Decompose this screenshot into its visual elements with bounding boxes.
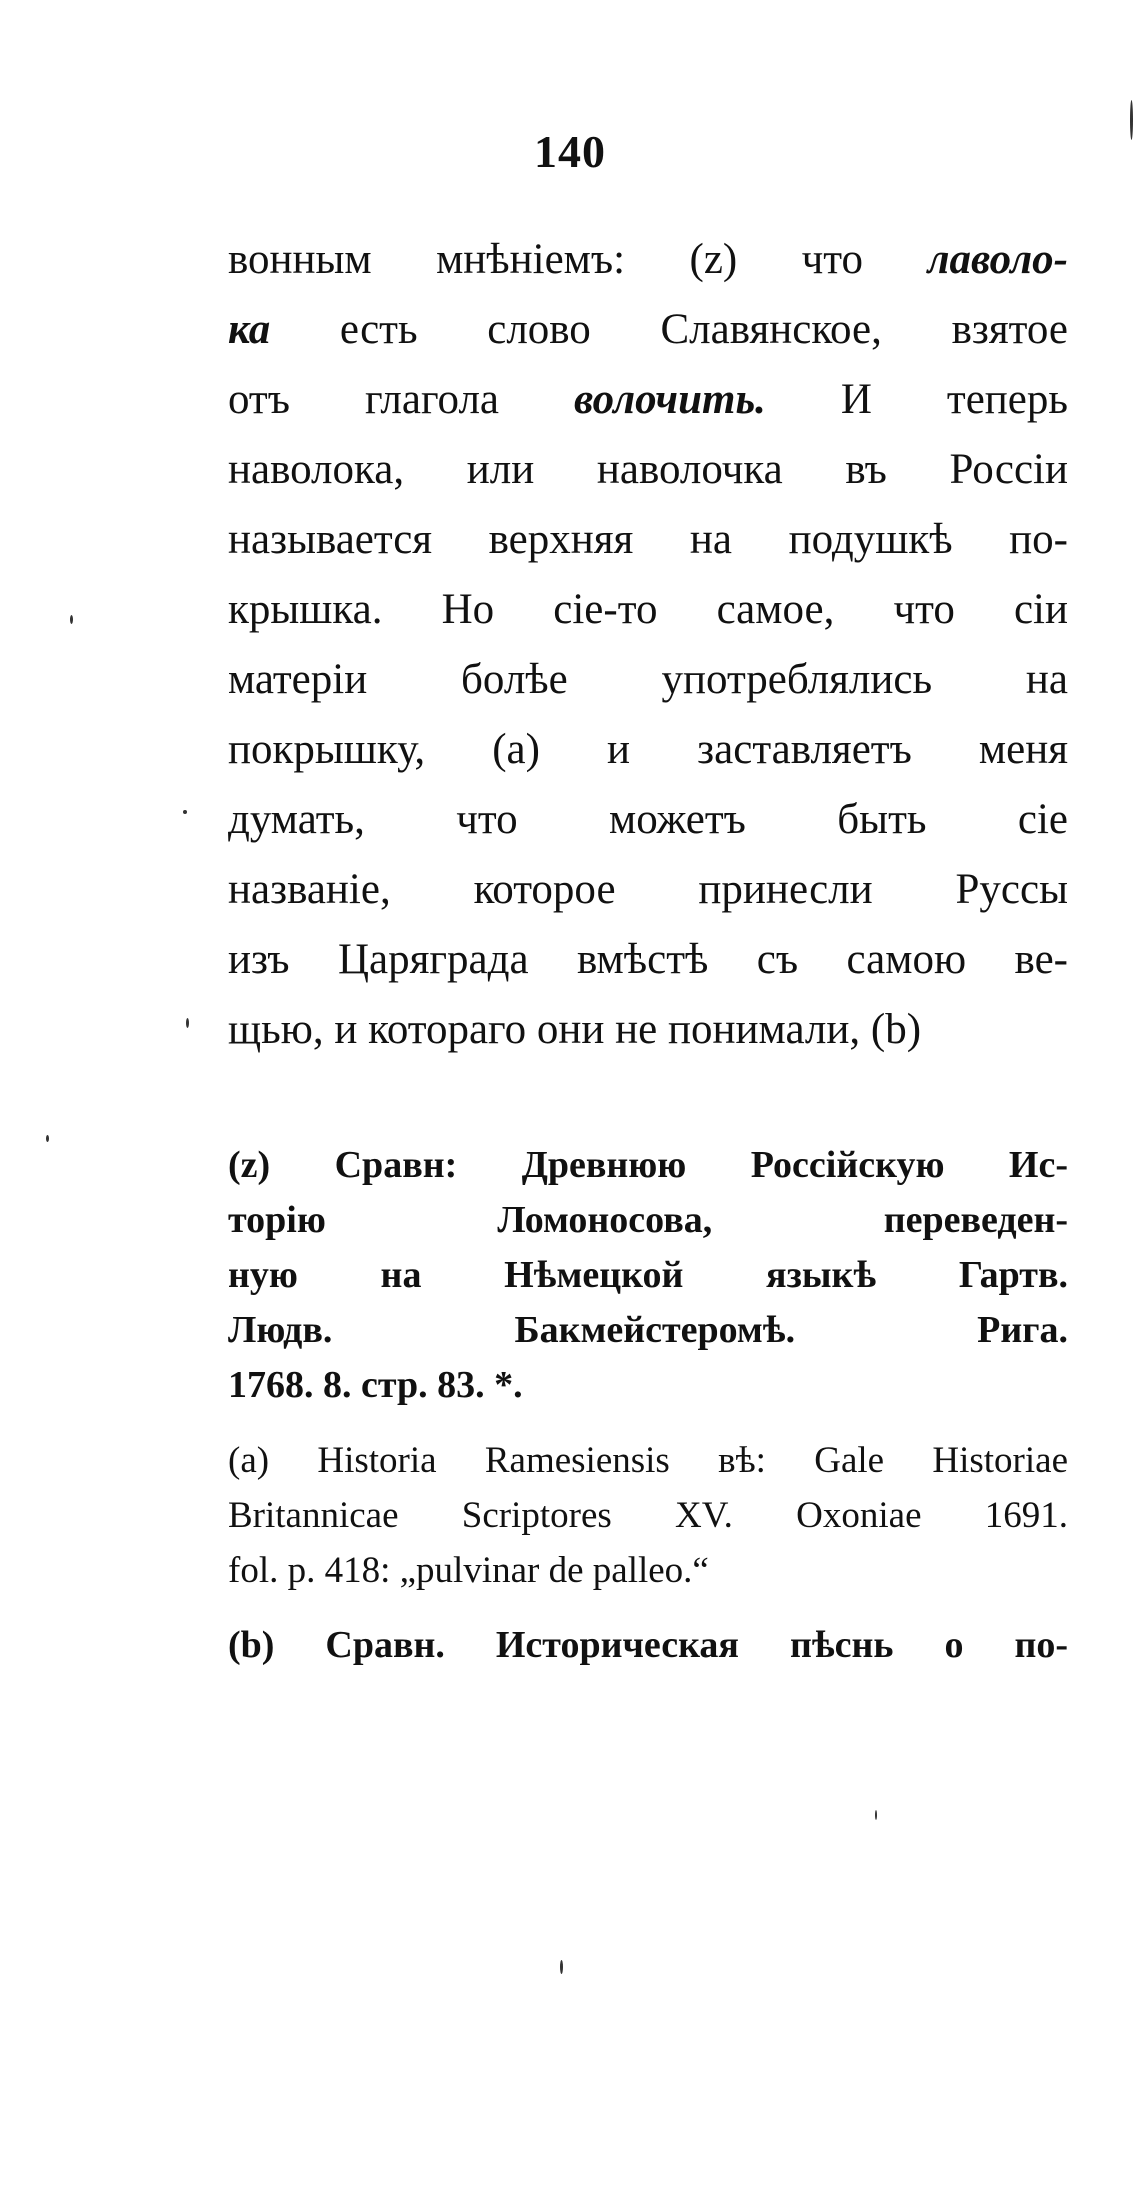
scan-speck	[70, 615, 73, 624]
text-run: покрышку, (a) и заставляетъ меня	[228, 726, 1068, 773]
footnote-line: ную на Нѣмецкой языкѣ Гартв.	[228, 1254, 1068, 1296]
body-line	[228, 575, 1068, 645]
page-number: 140	[534, 126, 606, 177]
footnote-line: Britannicae Scriptores XV. Oxoniae 1691.	[228, 1495, 1068, 1536]
text-run: вонным мнѣніемъ: (z) что	[228, 236, 928, 283]
scan-speck	[1130, 100, 1133, 140]
footnote-line: (a) Historia Ramesiensis вѣ: Gale Historiae	[228, 1440, 1068, 1481]
text-run: И теперь	[765, 376, 1069, 423]
footnote-b	[228, 1618, 1068, 1673]
text-run: есть слово Славянское, взятое	[270, 306, 1068, 353]
text-run: крышка. Но сіе-то самое, что сіи	[228, 586, 1068, 633]
footnote-line: (z) Сравн: Древнюю Россійскую Ис-	[228, 1144, 1068, 1186]
text-run: называется верхняя на подушкѣ по-	[228, 516, 1068, 563]
text-run: наволока, или наволочка въ Россіи	[228, 446, 1068, 493]
body-line	[228, 295, 1068, 365]
body-line	[228, 645, 1068, 715]
body-line	[228, 435, 1068, 505]
main-text	[228, 225, 1068, 1065]
italic-word: ка	[228, 306, 271, 353]
body-line	[228, 225, 1068, 295]
body-line	[228, 855, 1068, 925]
scan-speck	[183, 810, 187, 814]
footnote-line: fol. p. 418: „pulvinar de palleo.“	[228, 1550, 709, 1591]
scan-speck	[186, 1018, 189, 1028]
scan-speck	[46, 1135, 49, 1142]
footnote-line: (b) Сравн. Историческая пѣснь о по-	[228, 1624, 1068, 1666]
text-run: матеріи болѣе употреблялись на	[228, 656, 1068, 703]
body-line	[228, 925, 1068, 995]
text-run: думать, что можетъ быть сіе	[228, 796, 1068, 843]
footnote-a	[228, 1433, 1068, 1598]
footnote-line: торію Ломоносова, переведен-	[228, 1199, 1068, 1241]
italic-word: лаволо-	[927, 236, 1068, 283]
text-run: щью, и котораго они не понимали, (b)	[228, 1006, 922, 1053]
footnote-z	[228, 1138, 1068, 1413]
text-run: отъ глагола	[228, 376, 574, 423]
body-line	[228, 715, 1068, 785]
italic-word: волочить.	[574, 376, 766, 423]
scan-speck	[875, 1810, 877, 1820]
text-run: названіе, которое принесли Руссы	[228, 866, 1068, 913]
footnote-line: 1768. 8. стр. 83. *.	[228, 1364, 523, 1406]
body-line	[228, 505, 1068, 575]
footnotes	[228, 1138, 1068, 1673]
body-line	[228, 785, 1068, 855]
text-run: изъ Царяграда вмѣстѣ съ самою ве-	[228, 936, 1068, 983]
body-line	[228, 365, 1068, 435]
scan-speck	[560, 1960, 563, 1974]
body-line	[228, 995, 1068, 1065]
footnote-line: Людв. Бакмейстеромѣ. Рига.	[228, 1309, 1068, 1351]
